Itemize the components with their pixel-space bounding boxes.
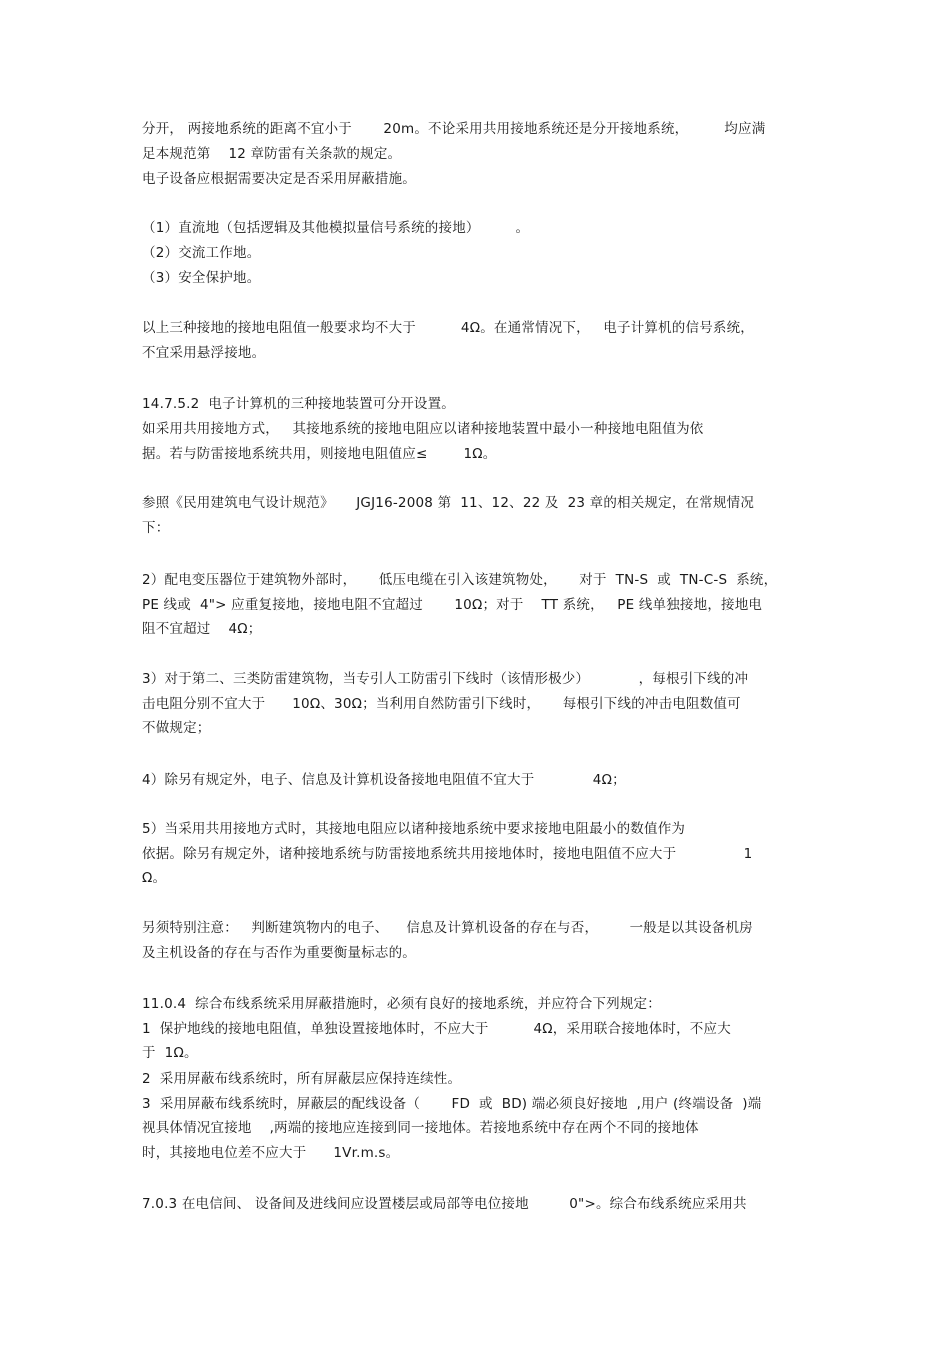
text-line: Ω。: [142, 870, 167, 886]
list-item: （2）交流工作地。: [142, 245, 261, 261]
list-item: 4）除另有规定外，电子、信息及计算机设备接地电阻值不宜大于 4Ω；: [142, 772, 626, 788]
text-line: 如采用共用接地方式， 其接地系统的接地电阻应以诸种接地装置中最小一种接地电阻值为依: [142, 421, 704, 437]
text-line: 下：: [142, 520, 170, 536]
text-line: 分开， 两接地系统的距离不宜小于 20m。不论采用共用接地系统还是分开接地系统， 均应满: [142, 121, 766, 137]
text-line: 时，其接地电位差不应大于 1Vr.m.s。: [142, 1145, 400, 1161]
text-line: 不做规定；: [142, 720, 211, 736]
list-item: 3 采用屏蔽布线系统时，屏蔽层的配线设备（ FD 或 BD) 端必须良好接地 ,用户 (终端设备 )端: [142, 1096, 762, 1112]
text-line: 另须特别注意： 判断建筑物内的电子、 信息及计算机设备的存在与否， 一般是以其设备机房: [142, 920, 753, 936]
text-line: 阻不宜超过 4Ω；: [142, 621, 262, 637]
list-item: 5）当采用共用接地方式时，其接地电阻应以诸种接地系统中要求接地电阻最小的数值作为: [142, 821, 686, 837]
list-item: 3）对于第二、三类防雷建筑物，当专引人工防雷引下线时（该情形极少） ，每根引下线的冲: [142, 671, 749, 687]
text-line: 据。若与防雷接地系统共用，则接地电阻值应≤ 1Ω。: [142, 446, 497, 462]
list-item: 2）配电变压器位于建筑物外部时， 低压电缆在引入该建筑物处， 对于 TN-S 或 TN-C-S 系统，: [142, 572, 778, 588]
text-line: 足本规范第 12 章防雷有关条款的规定。: [142, 146, 402, 162]
text-line: PE 线或 4"> 应重复接地，接地电阻不宜超过 10Ω；对于 TT 系统， PE 线单独接地，接地电: [142, 597, 763, 613]
text-line: 以上三种接地的接地电阻值一般要求均不大于 4Ω。在通常情况下， 电子计算机的信号系统，: [142, 320, 754, 336]
section-heading: 11.0.4 综合布线系统采用屏蔽措施时，必须有良好的接地系统，并应符合下列规定：: [142, 996, 661, 1012]
text-line: 电子设备应根据需要决定是否采用屏蔽措施。: [142, 171, 416, 187]
section-heading: 7.0.3 在电信间、 设备间及进线间应设置楼层或局部等电位接地 0">。综合布线系统应采用共: [142, 1196, 747, 1212]
section-heading: 14.7.5.2 电子计算机的三种接地装置可分开设置。: [142, 396, 456, 412]
list-item: 1 保护地线的接地电阻值，单独设置接地体时，不应大于 4Ω，采用联合接地体时，不应大: [142, 1021, 731, 1037]
list-item: （1）直流地（包括逻辑及其他模拟量信号系统的接地） 。: [142, 220, 530, 236]
list-item: （3）安全保护地。: [142, 270, 261, 286]
text-line: 依据。除另有规定外，诸种接地系统与防雷接地系统共用接地体时，接地电阻值不应大于 1: [142, 846, 753, 862]
text-line: 视具体情况宜接地 ,两端的接地应连接到同一接地体。若接地系统中存在两个不同的接地体: [142, 1120, 699, 1136]
text-line: 击电阻分别不宜大于 10Ω、30Ω；当利用自然防雷引下线时， 每根引下线的冲击电阻数值可: [142, 696, 741, 712]
list-item: 2 采用屏蔽布线系统时，所有屏蔽层应保持连续性。: [142, 1071, 462, 1087]
text-line: 于 1Ω。: [142, 1045, 198, 1061]
text-line: 及主机设备的存在与否作为重要衡量标志的。: [142, 945, 416, 961]
text-line: 参照《民用建筑电气设计规范》 JGJ16-2008 第 11、12、22 及 23 章的相关规定，在常规情况: [142, 495, 755, 511]
text-line: 不宜采用悬浮接地。: [142, 345, 266, 361]
